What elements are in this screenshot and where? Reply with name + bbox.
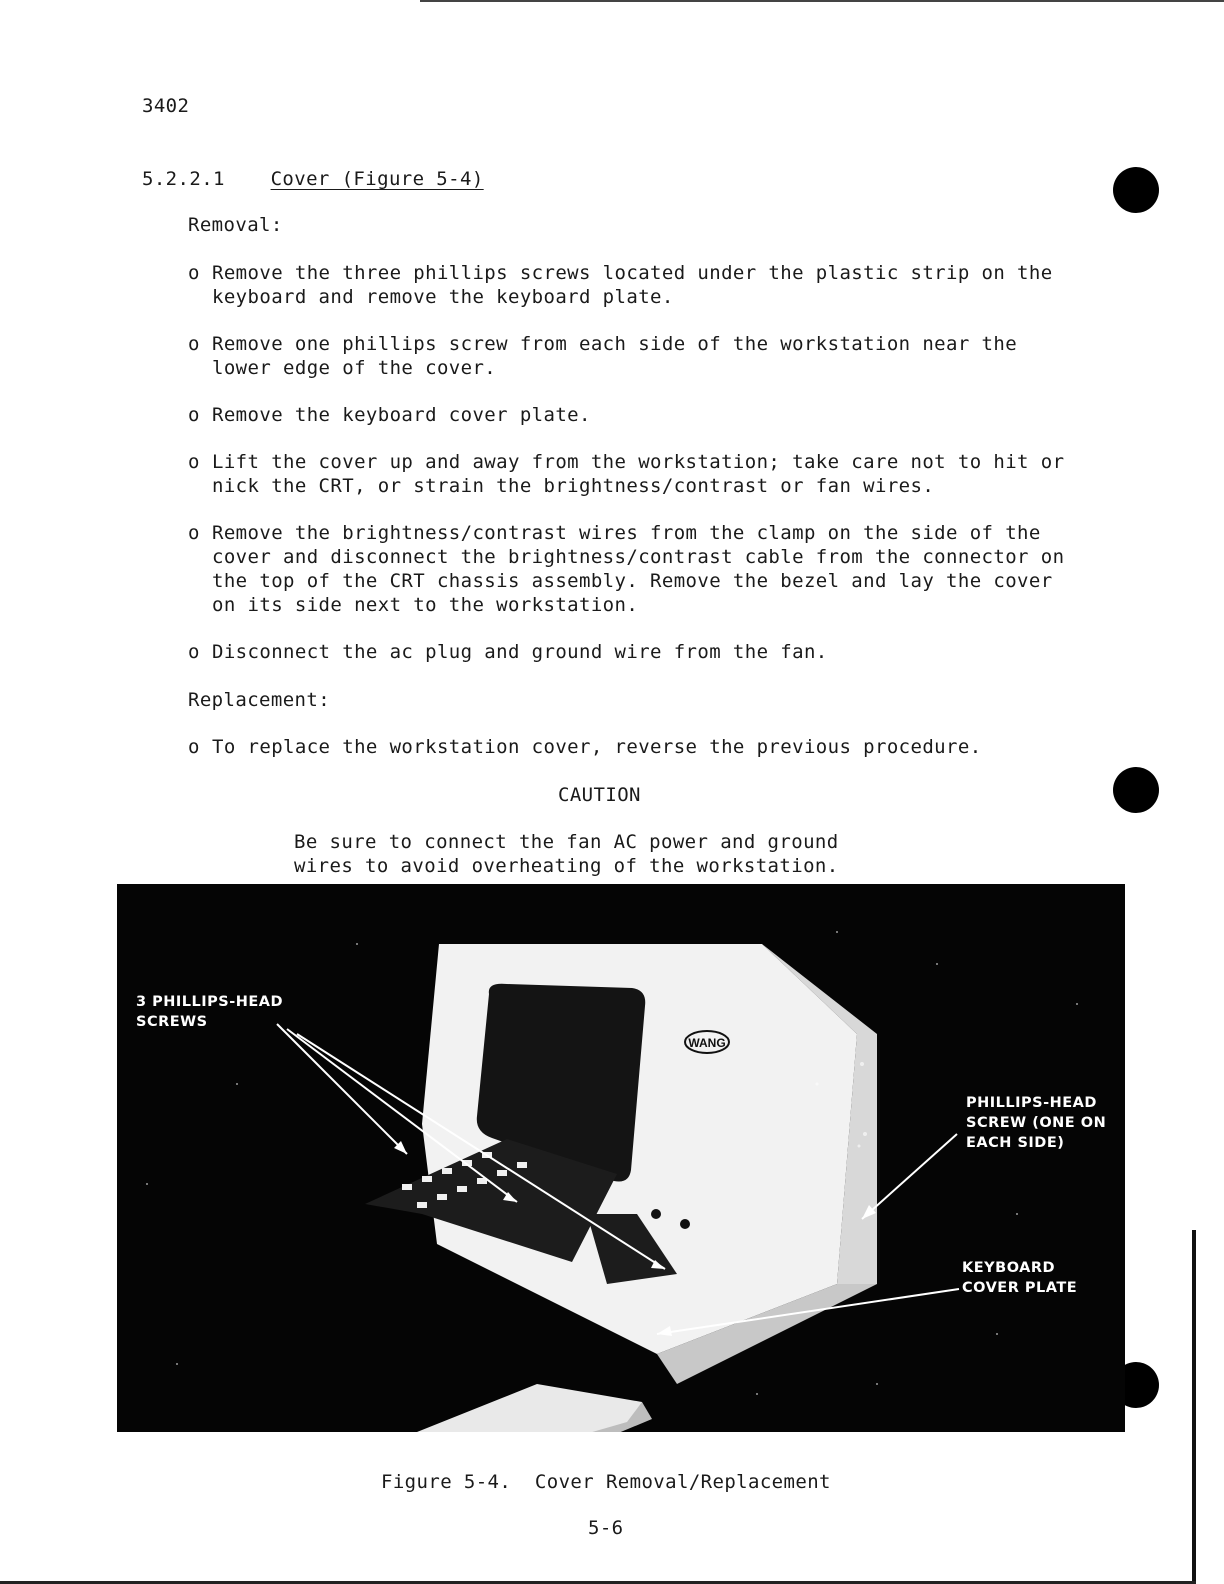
arrow-screw-1 <box>277 1024 407 1154</box>
figure-photo <box>117 884 1125 1432</box>
section-heading <box>142 168 484 190</box>
page-number: 5-6 <box>588 1517 624 1539</box>
top-edge-rule <box>420 0 1224 2</box>
section-number: 5.2.2.1 <box>142 168 225 190</box>
section-title: Cover (Figure 5-4) <box>270 168 484 190</box>
caution-line-1: Be sure to connect the fan AC power and ground <box>294 831 839 853</box>
keyboard-tray <box>315 1384 642 1432</box>
document-number: 3402 <box>142 95 190 117</box>
replacement-heading: Replacement: <box>188 689 331 711</box>
wang-logo-text: WANG <box>688 1036 726 1050</box>
label-phillips-head-side-screw: PHILLIPS-HEAD SCREW (ONE ON EACH SIDE) <box>966 1095 1107 1151</box>
binder-hole-middle <box>1113 767 1159 813</box>
label-3-phillips-head-screws: 3 PHILLIPS-HEAD SCREWS <box>136 994 284 1030</box>
control-knob-1 <box>651 1209 661 1219</box>
workstation-illustration <box>117 884 1125 1432</box>
label-keyboard-cover-plate: KEYBOARD COVER PLATE <box>962 1260 1078 1296</box>
caution-heading: CAUTION <box>558 784 641 806</box>
removal-heading: Removal: <box>188 214 283 236</box>
control-knob-2 <box>680 1219 690 1229</box>
binder-hole-top <box>1113 167 1159 213</box>
right-edge-rule <box>1192 1230 1196 1584</box>
figure-caption: Figure 5-4. Cover Removal/Replacement <box>381 1471 831 1493</box>
caution-line-2: wires to avoid overheating of the workstation. <box>294 855 839 877</box>
